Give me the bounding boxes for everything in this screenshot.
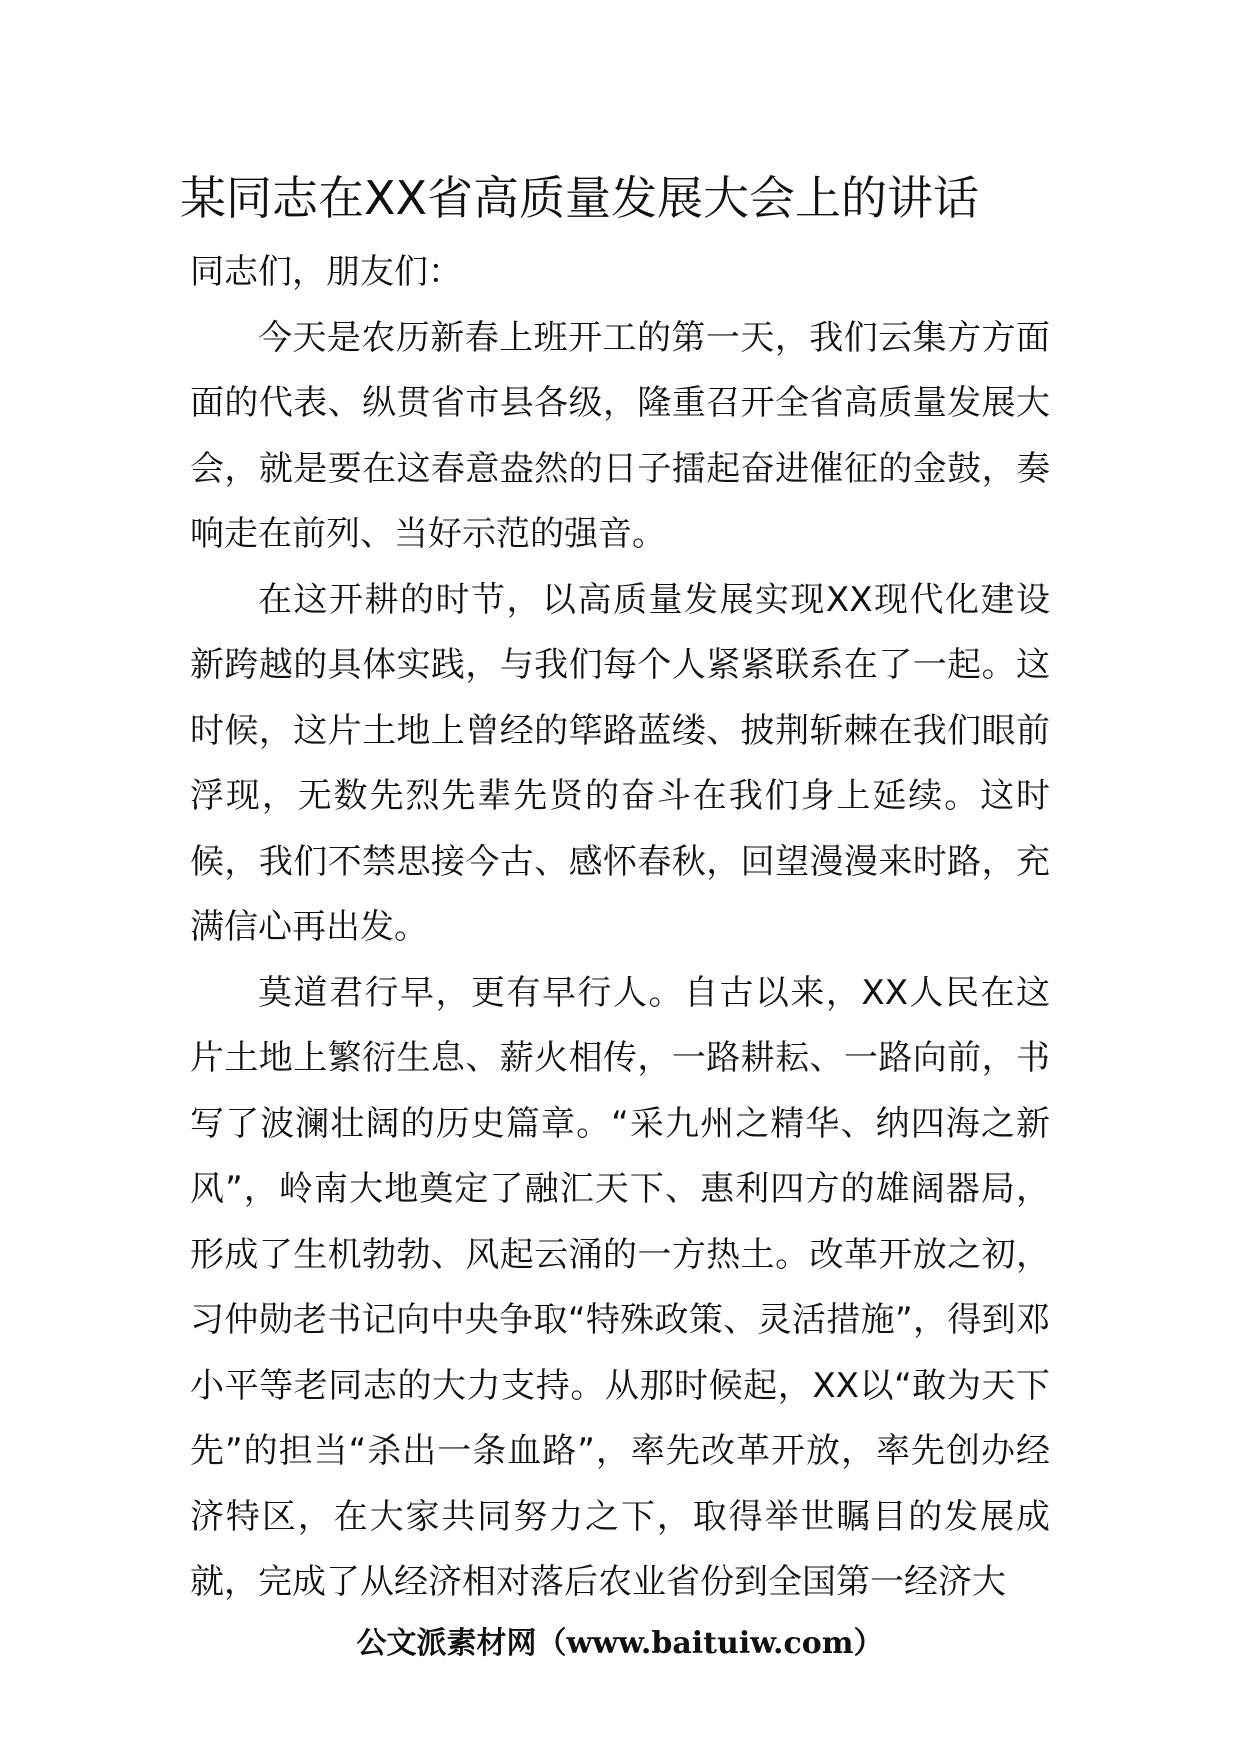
document-title: 某同志在XX省高质量发展大会上的讲话 bbox=[180, 171, 980, 225]
footer-watermark: 公文派素材网（www.baituiw.com） bbox=[356, 1626, 884, 1661]
paragraph-3: 莫道君行早，更有早行人。自古以来，XX人民在这片土地上繁衍生息、薪火相传，一路耕耘、一路向前，书写了波澜壮阔的历史篇章。“采九州之精华、纳四海之新风”，岭南大地奠定了融汇天下、惠利四方的雄阔器局，形成了生机勃勃、风起云涌的一方热土。改革开放之初，习仲勋老书记向中央争取“特殊政策、灵活措施”，得到邓小平等老同志的大力支持。从那时候起，XX以“敢为天下先”的担当“杀出一条血路”，率先改革开放，率先创办经济特区，在大家共同努力之下，取得举世瞩目的发展成就，完成了从经济相对落后农业省份到全国第一经济大 bbox=[190, 972, 1050, 1602]
paragraph-2: 在这开耕的时节，以高质量发展实现XX现代化建设新跨越的具体实践，与我们每个人紧紧联系在了一起。这时候，这片土地上曾经的筚路蓝缕、披荆斩棘在我们眼前浮现，无数先烈先辈先贤的奋斗在我们身上延续。这时候，我们不禁思接今古、感怀春秋，回望漫漫来时路，充满信心再出发。 bbox=[190, 579, 1050, 947]
paragraph-1: 今天是农历新春上班开工的第一天，我们云集方方面面的代表、纵贯省市县各级，隆重召开全省高质量发展大会，就是要在这春意盎然的日子擂起奋进催征的金鼓，奏响走在前列、当好示范的强音。 bbox=[190, 317, 1050, 554]
document-body bbox=[190, 240, 1050, 1616]
salutation: 同志们，朋友们： bbox=[190, 252, 462, 292]
